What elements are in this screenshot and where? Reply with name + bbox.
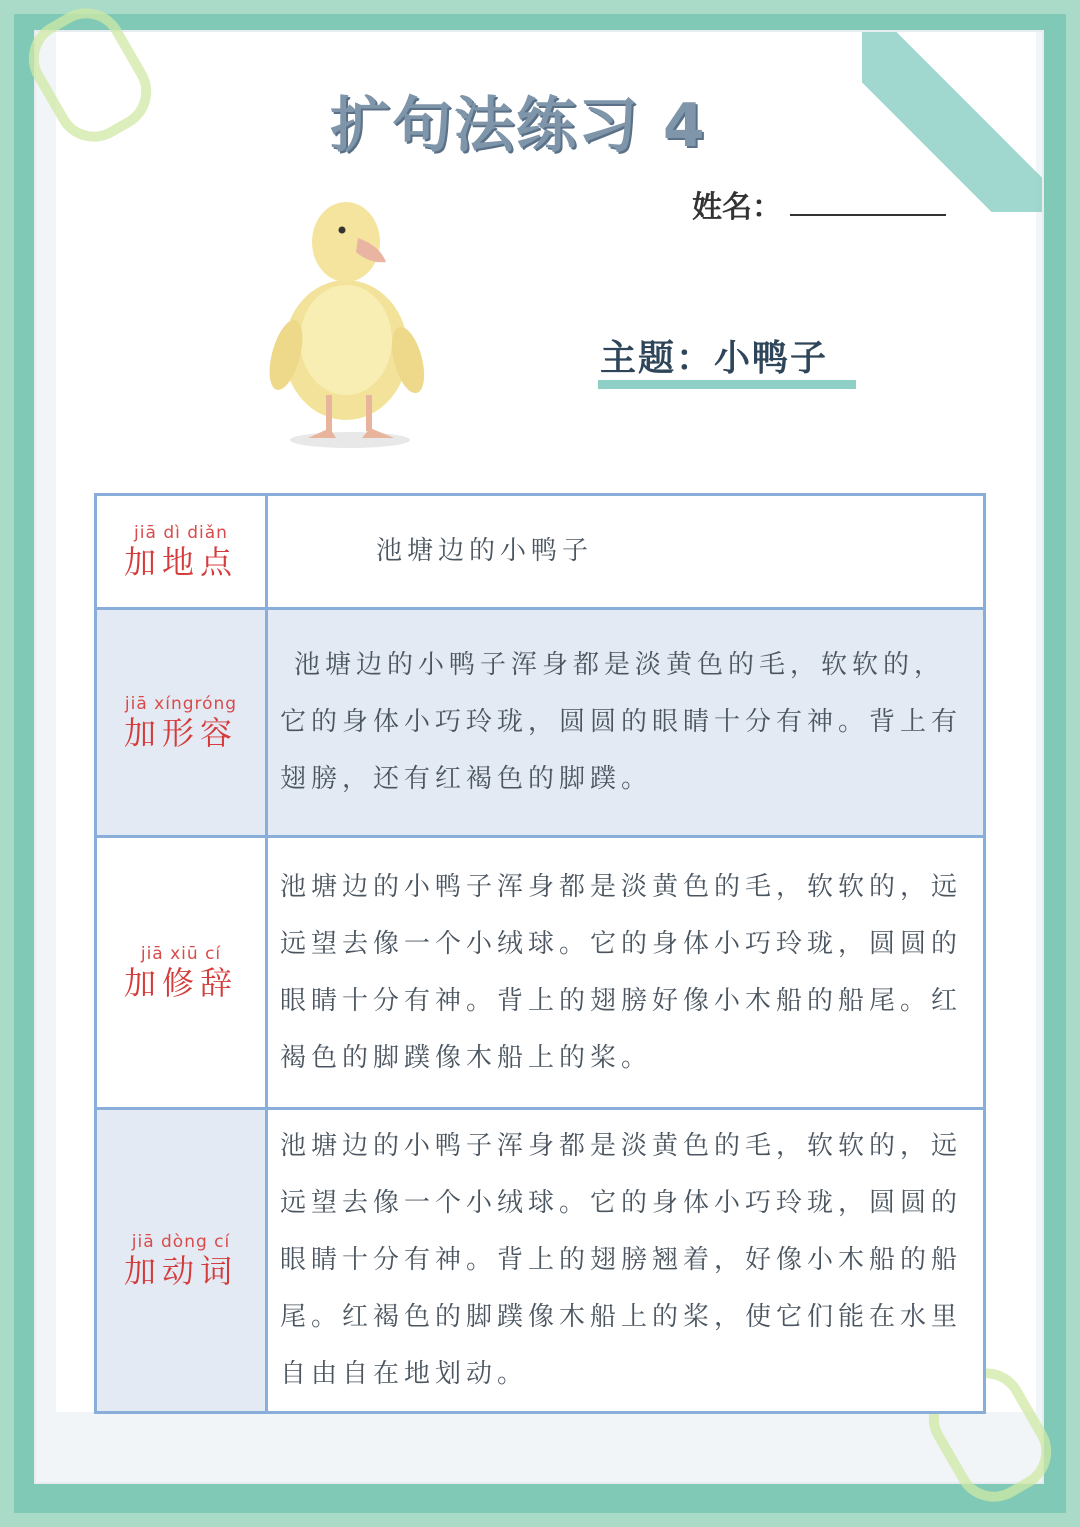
row-text: 池塘边的小鸭子	[267, 495, 985, 609]
topic-heading: 主题：小鸭子	[600, 338, 829, 379]
table-row-location	[96, 495, 985, 609]
row-label: 加形容	[123, 713, 238, 752]
duckling-illustration	[258, 190, 438, 455]
topic-underline	[598, 380, 856, 389]
pinyin: jiā xíngróng	[124, 693, 238, 714]
row-label-rhetoric	[96, 837, 267, 1109]
row-text: 池塘边的小鸭子浑身都是淡黄色的毛，软软的，远远望去像一个小绒球。它的身体小巧玲珑，圆圆的眼睛十分有神。背上的翅膀好像小木船的船尾。红褐色的脚蹼像木船上的桨。	[267, 837, 985, 1109]
row-label-verbs	[96, 1109, 267, 1413]
row-label: 加修辞	[123, 963, 238, 1002]
table-row-rhetoric	[96, 837, 985, 1109]
pinyin: jiā dì diǎn	[134, 522, 228, 543]
pinyin: jiā dòng cí	[131, 1231, 231, 1252]
name-blank-line[interactable]	[790, 214, 946, 216]
table-row-description	[96, 609, 985, 837]
row-label: 加动词	[123, 1251, 238, 1290]
row-label-location	[96, 495, 267, 609]
row-label-description	[96, 609, 267, 837]
row-text: 池塘边的小鸭子浑身都是淡黄色的毛，软软的，它的身体小巧玲珑，圆圆的眼睛十分有神。背上有翅膀，还有红褐色的脚蹼。	[267, 609, 985, 837]
pinyin: jiā xiū cí	[140, 943, 222, 964]
corner-stripe-decoration	[862, 32, 1042, 212]
page-title: 扩句法练习 4	[330, 91, 707, 161]
row-text: 池塘边的小鸭子浑身都是淡黄色的毛，软软的，远远望去像一个小绒球。它的身体小巧玲珑，圆圆的眼睛十分有神。背上的翅膀翘着，好像小木船的船尾。红褐色的脚蹼像木船上的桨，使它们能在水里自由自在地划动。	[267, 1109, 985, 1413]
expansion-table	[94, 493, 986, 1414]
table-row-verbs	[96, 1109, 985, 1413]
row-label: 加地点	[123, 542, 238, 581]
name-label: 姓名：	[692, 190, 782, 225]
